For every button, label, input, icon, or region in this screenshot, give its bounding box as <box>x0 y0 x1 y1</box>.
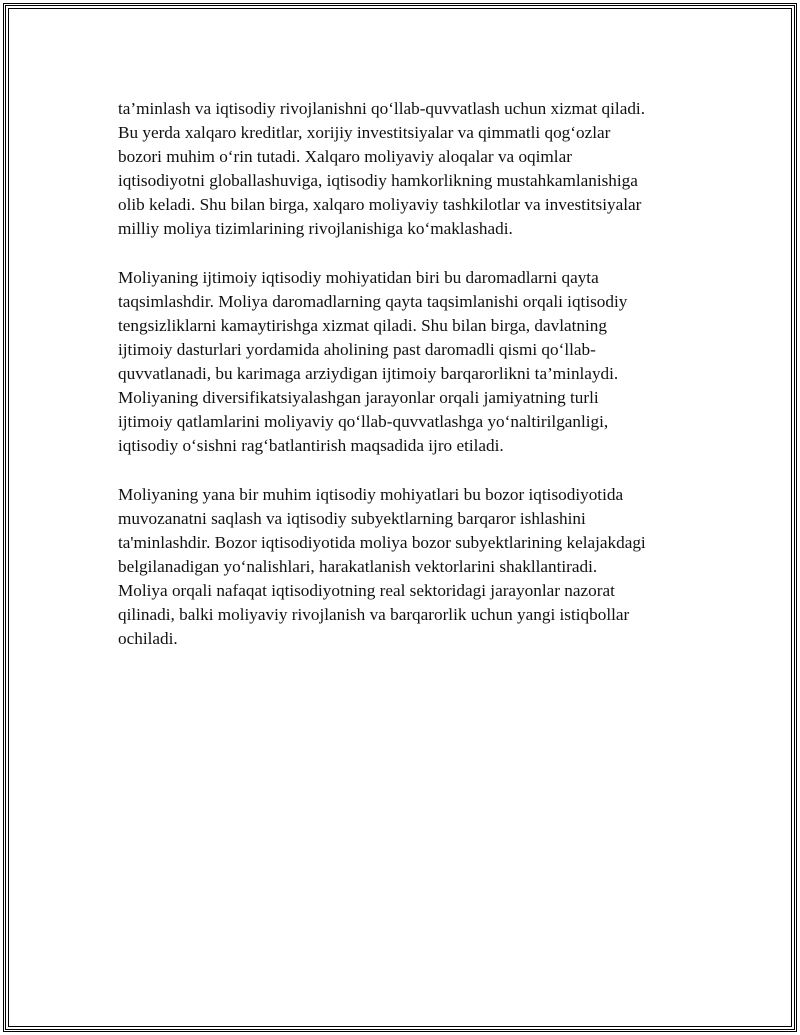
paragraph-2: Moliyaning ijtimoiy iqtisodiy mohiyatidan biri bu daromadlarni qayta taqsimlashdir. Moliya daromadlarning qayta taqsimlanishi orqali iqtisodiy tengsizliklarni kamaytirishga xizmat qiladi. Shu bilan birga, davlatning ijtimoiy dasturlari yordamida aholining past daromadli qismi qo‘llab- quvvatlanadi, bu karimaga arziydigan ijtimoiy barqarorlikni ta’minlaydi. Moliyaning diversifikatsiyalashgan jarayonlar orqali jamiyatning turli ijtimoiy qatlamlarini moliyaviy qo‘llab-quvvatlashga yo‘naltirilganligi, iqtisodiy o‘sishni rag‘batlantirish maqsadida ijro etiladi. <box>118 267 628 456</box>
paragraph-1: ta’minlash va iqtisodiy rivojlanishni qo‘llab-quvvatlash uchun xizmat qiladi. Bu yerda xalqaro kreditlar, xorijiy investitsiyalar va qimmatli qog‘ozlar bozori muhim o‘rin tutadi. Xalqaro moliyaviy aloqalar va oqimlar iqtisodiyotni globallashuviga, iqtisodiy hamkorlikning mustahkamlanishiga olib keladi. Shu bilan birga, xalqaro moliyaviy tashkilotlar va investitsiyalar milliy moliya tizimlarining rivojlanishiga ko‘maklashadi. <box>118 99 645 239</box>
paragraph-3: Moliyaning yana bir muhim iqtisodiy mohiyatlari bu bozor iqtisodiyotida muvozanatni saqlash va iqtisodiy subyektlarning barqaror ishlashini ta'minlashdir. Bozor iqtisodiyotida moliya bozor subyektlarining kelajakdagi belgilanadigan yo‘nalishlari, harakatlanish vektorlarini shakllantiradi. Moliya orqali nafaqat iqtisodiyotning real sektoridagi jarayonlar nazorat qilinadi, balki moliyaviy rivojlanish va barqarorlik uchun yangi istiqbollar ochiladi. <box>118 484 646 649</box>
document-body <box>118 97 698 675</box>
page-border <box>3 3 797 1032</box>
